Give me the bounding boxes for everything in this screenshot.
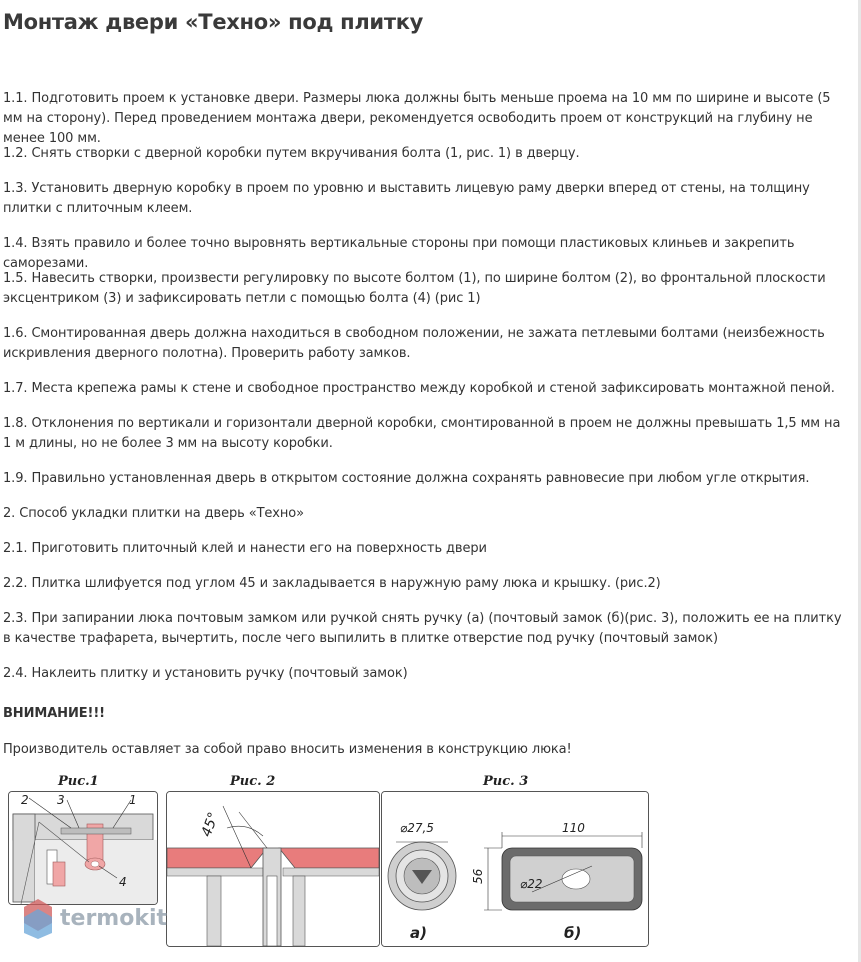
fig1-label-1: 1 (129, 793, 137, 807)
fig1-label-2: 2 (21, 793, 29, 807)
fig1-caption: Рис.1 (58, 774, 99, 789)
warning-heading: ВНИМАНИЕ!!! (3, 706, 105, 721)
figure-2-tile-cut-diagram (166, 791, 380, 947)
fig3-lock-diameter: ⌀22 (520, 877, 543, 891)
fig3-label-b: б) (564, 924, 582, 942)
paragraph-1-3: 1.3. Установить дверную коробку в проем по уровню и выставить лицевую раму дверки вперед от стены, на толщину плитки с плиточным клеем. (3, 181, 810, 216)
manufacturer-notice: Производитель оставляет за собой право вносить изменения в конструкцию люка! (3, 742, 572, 757)
paragraph-2-4: 2.4. Наклеить плитку и установить ручку (почтовый замок) (3, 666, 408, 681)
fig2-caption: Рис. 2 (230, 774, 276, 789)
watermark-text: termokit (60, 906, 168, 931)
paragraph-2: 2. Способ укладки плитки на дверь «Техно» (3, 506, 305, 521)
paragraph-1-7: 1.7. Места крепежа рамы к стене и свободное пространство между коробкой и стеной зафиксировать монтажной пеной. (3, 381, 835, 396)
paragraph-1-9: 1.9. Правильно установленная дверь в открытом состояние должна сохранять равновесие при любом угле открытия. (3, 471, 810, 486)
figure-3-handle-lock-diagram (381, 791, 649, 947)
termokit-watermark-logo (22, 897, 172, 939)
fig3-lock-width: 110 (562, 821, 585, 835)
paragraph-2-1: 2.1. Приготовить плиточный клей и нанести его на поверхность двери (3, 541, 487, 556)
page-title: Монтаж двери «Техно» под плитку (3, 10, 424, 34)
fig2-angle-label: 45° (198, 810, 223, 839)
fig1-label-4: 4 (119, 875, 127, 889)
fig3-label-a: а) (410, 924, 427, 942)
paragraph-1-6: 1.6. Смонтированная дверь должна находиться в свободном положении, не зажата петлевыми болтами (неизбежность искривления дверного полотна). Проверить работу замков. (3, 326, 825, 361)
figure-1-hinge-diagram (8, 791, 158, 905)
paragraph-2-3: 2.3. При запирании люка почтовым замком или ручкой снять ручку (а) (почтовый замок (б)(рис. 3), положить ее на плитку в качестве трафарета, вычертить, после чего выпилить в плитке отверстие под ручку (почтовый замок) (3, 611, 842, 646)
fig1-label-3: 3 (57, 793, 65, 807)
fig3-lock-height: 56 (471, 868, 485, 884)
paragraph-1-8: 1.8. Отклонения по вертикали и горизонтали дверной коробки, смонтированной в проем не должны превышать 1,5 мм на 1 м длины, но не более 3 мм на высоту коробки. (3, 416, 841, 451)
paragraph-1-1: 1.1. Подготовить проем к установке двери. Размеры люка должны быть меньше проема на 10 мм по ширине и высоте (5 мм на сторону). Перед проведением монтажа двери, рекомендуется освободить проем от конструкций на глубину не менее 100 мм. (3, 91, 831, 146)
paragraph-1-4: 1.4. Взять правило и более точно выровнять вертикальные стороны при помощи пластиковых клиньев и закрепить саморезами. (3, 236, 795, 271)
paragraph-2-2: 2.2. Плитка шлифуется под углом 45 и закладывается в наружную раму люка и крышку. (рис.2) (3, 576, 661, 591)
fig3-caption: Рис. 3 (483, 774, 529, 789)
paragraph-1-2: 1.2. Снять створки с дверной коробки путем вкручивания болта (1, рис. 1) в дверцу. (3, 146, 580, 161)
fig3-handle-diameter: ⌀27,5 (400, 821, 434, 835)
paragraph-1-5: 1.5. Навесить створки, произвести регулировку по высоте болтом (1), по ширине болтом (2), во фронтальной плоскости эксцентриком (3) и зафиксировать петли с помощью болта (4) (рис 1) (3, 271, 826, 306)
